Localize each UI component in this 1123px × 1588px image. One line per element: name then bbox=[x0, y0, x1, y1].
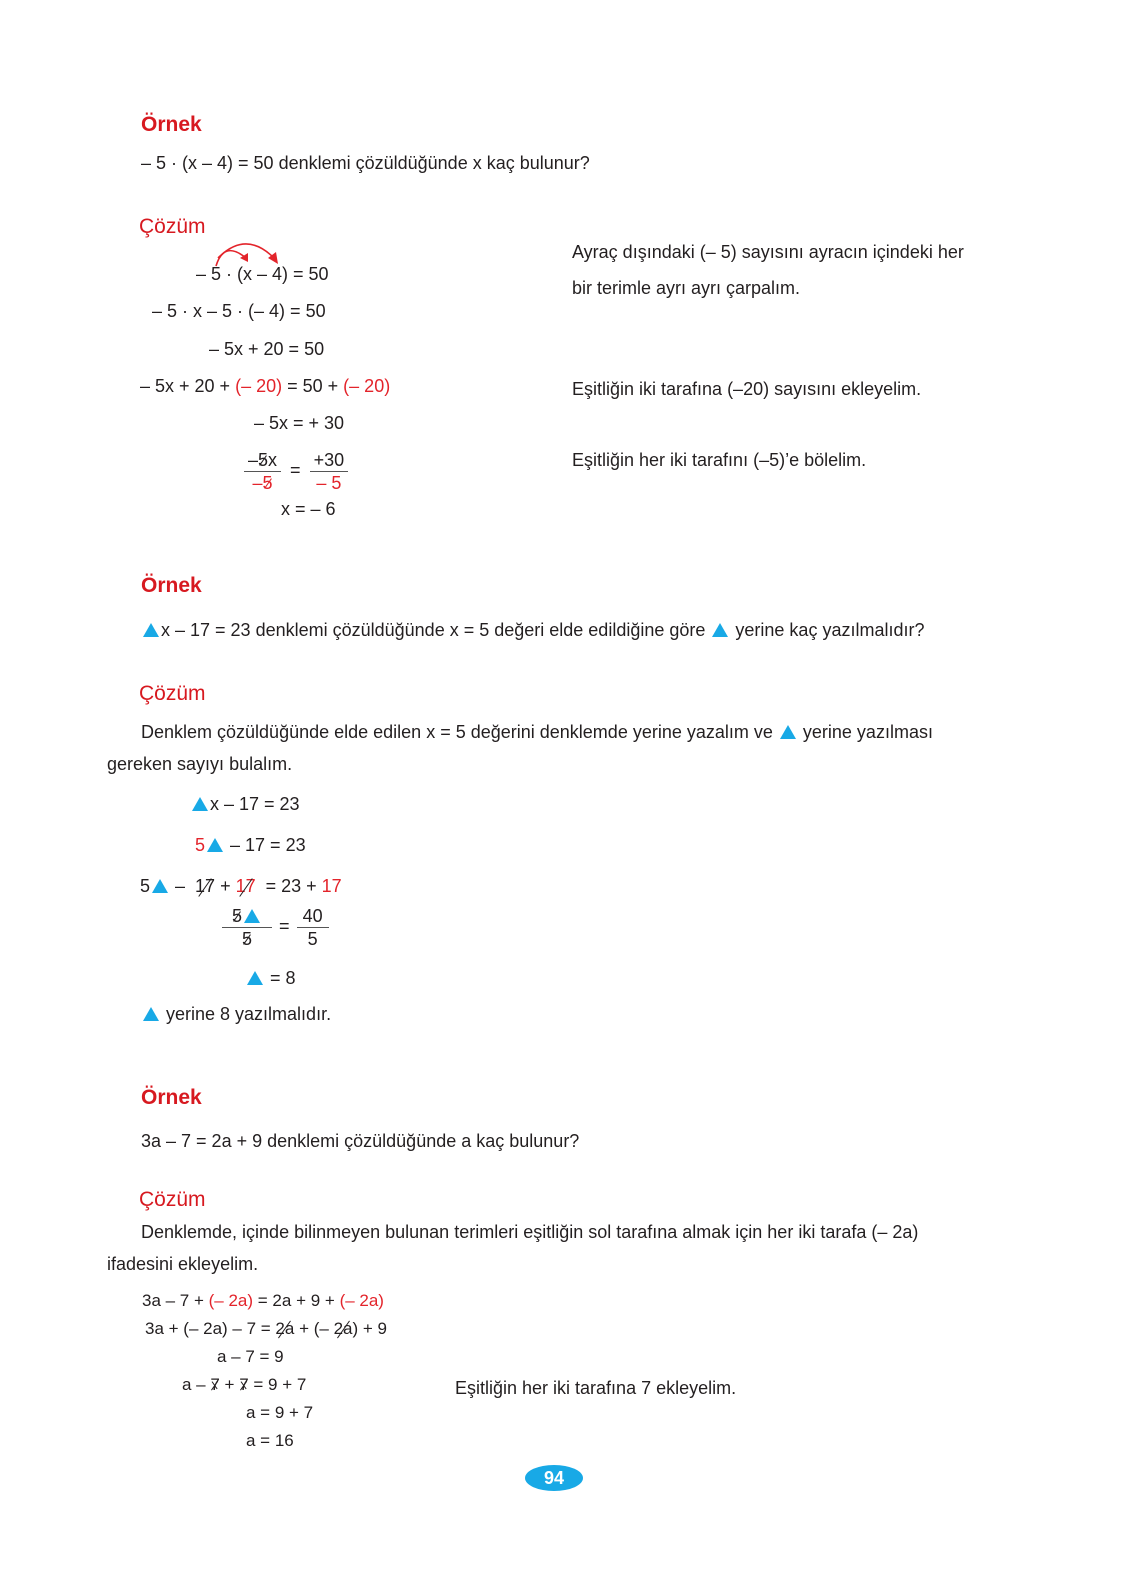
cancelled-5: 5 bbox=[232, 906, 243, 926]
added-term-right: (– 2a) bbox=[339, 1291, 384, 1310]
step-text: 3a + (– 2a) – 7 = bbox=[145, 1319, 276, 1338]
example2-heading: Örnek bbox=[141, 574, 202, 597]
step-text: x – 17 = 23 bbox=[210, 794, 300, 814]
cancelled-7: 7 bbox=[239, 1375, 249, 1394]
example1-solution-heading: Çözüm bbox=[139, 215, 206, 238]
ex1-note-3: Eşitliğin her iki tarafını (–5)’e bölelim. bbox=[572, 450, 867, 470]
example2-paragraph-line1 bbox=[141, 722, 933, 743]
plus: + bbox=[215, 876, 236, 896]
step-text: = 2a + 9 + bbox=[253, 1291, 340, 1310]
ex1-note-1-line2: bir terimle ayrı ayrı çarpalım. bbox=[572, 278, 801, 298]
cancelled-2a: 2a bbox=[275, 1319, 295, 1338]
cancelled-17: 17 bbox=[195, 876, 216, 896]
conclusion-text: yerine 8 yazılmalıdır. bbox=[161, 1004, 332, 1024]
ex1-step-4-left: – 5x + 20 + bbox=[140, 376, 236, 396]
equals: = bbox=[279, 916, 290, 937]
ex3-step-2 bbox=[145, 1319, 387, 1339]
triangle-icon bbox=[780, 725, 796, 739]
ex2-right-fraction bbox=[297, 905, 329, 950]
example1-question: – 5 · (x – 4) = 50 denklemi çözüldüğünde x kaç bulunur? bbox=[141, 153, 590, 173]
ex1-left-fraction bbox=[244, 449, 281, 494]
example2-paragraph-line2: gereken sayıyı bulalım. bbox=[107, 754, 293, 774]
question-text-end: yerine kaç yazılmalıdır? bbox=[730, 620, 925, 640]
step-text: 3a – 7 + bbox=[142, 1291, 209, 1310]
page-number-badge: 94 bbox=[525, 1465, 583, 1491]
ex1-right-fraction bbox=[310, 449, 349, 494]
denominator: 5 bbox=[307, 929, 318, 949]
ex2-conclusion bbox=[141, 1004, 331, 1025]
step-text: – 17 = 23 bbox=[225, 835, 306, 855]
triangle-icon bbox=[244, 909, 260, 923]
paragraph-text-end: yerine yazılması bbox=[797, 722, 933, 742]
triangle-icon bbox=[207, 838, 223, 852]
example3-paragraph-line2: ifadesini ekleyelim. bbox=[107, 1254, 259, 1274]
ex3-step-6: a = 16 bbox=[246, 1431, 294, 1450]
example2-solution-heading: Çözüm bbox=[139, 682, 206, 705]
ex3-step-5: a = 9 + 7 bbox=[246, 1403, 314, 1422]
cancelled-5: 5 bbox=[242, 929, 253, 949]
ex1-step-4 bbox=[140, 376, 390, 397]
triangle-icon bbox=[712, 623, 728, 637]
paragraph-text: Denklem çözüldüğünde elde edilen x = 5 değerini denklemde yerine yazalım ve bbox=[141, 722, 773, 742]
ex1-note-1-line1: Ayraç dışındaki (– 5) sayısını ayracın içindeki her bbox=[572, 242, 964, 262]
example3-heading: Örnek bbox=[141, 1086, 202, 1109]
cancelled-17-red: 17 bbox=[235, 876, 256, 896]
triangle-icon bbox=[152, 879, 168, 893]
ex1-note-2: Eşitliğin iki tarafına (–20) sayısını ekleyelim. bbox=[572, 379, 922, 399]
ex1-step-4-mid: = 50 + bbox=[282, 376, 344, 396]
example3-solution-heading: Çözüm bbox=[139, 1188, 206, 1211]
triangle-icon bbox=[247, 971, 263, 985]
ex2-step-1 bbox=[190, 794, 300, 815]
triangle-icon bbox=[143, 1007, 159, 1021]
ex1-step-5: – 5x = + 30 bbox=[254, 413, 345, 433]
step-text: = 9 + 7 bbox=[248, 1375, 307, 1394]
ex1-step-2: – 5 · x – 5 · (– 4) = 50 bbox=[152, 301, 326, 321]
ex1-step-4-added-left: (– 20) bbox=[235, 376, 283, 396]
step-text: a – bbox=[182, 1375, 211, 1394]
step-text: = 8 bbox=[265, 968, 296, 988]
ex1-step-7: x = – 6 bbox=[281, 499, 336, 519]
ex2-step-2 bbox=[195, 835, 306, 856]
ex2-step-3 bbox=[140, 876, 342, 897]
minus: – bbox=[248, 450, 259, 470]
step-text: ) + 9 bbox=[352, 1319, 387, 1338]
cancelled-5: 5 bbox=[262, 473, 273, 493]
numerator: 40 bbox=[297, 905, 329, 928]
cancelled-5: 5 bbox=[258, 450, 269, 470]
example3-question: 3a – 7 = 2a + 9 denklemi çözüldüğünde a kaç bulunur? bbox=[141, 1131, 580, 1151]
added-17: 17 bbox=[321, 876, 342, 896]
ex2-left-fraction bbox=[222, 905, 272, 950]
ex1-step-3: – 5x + 20 = 50 bbox=[209, 339, 325, 359]
denominator: – 5 bbox=[316, 473, 342, 493]
example2-question bbox=[141, 620, 924, 641]
ex1-step-6-fraction bbox=[244, 449, 348, 494]
ex3-step-1 bbox=[142, 1291, 384, 1311]
numerator: +30 bbox=[310, 449, 349, 472]
step-text: = 23 + bbox=[255, 876, 322, 896]
ex1-step-1: – 5 · (x – 4) = 50 bbox=[196, 264, 329, 284]
example1-heading: Örnek bbox=[141, 113, 202, 136]
ex3-note: Eşitliğin her iki tarafına 7 ekleyelim. bbox=[455, 1378, 737, 1398]
added-term-left: (– 2a) bbox=[208, 1291, 254, 1310]
question-text: x – 17 = 23 denklemi çözüldüğünde x = 5 değeri elde edildiğine göre bbox=[161, 620, 706, 640]
equals: = bbox=[290, 460, 301, 481]
substituted-5: 5 bbox=[195, 835, 206, 855]
ex3-step-3: a – 7 = 9 bbox=[217, 1347, 284, 1366]
triangle-icon bbox=[192, 797, 208, 811]
minus: – bbox=[170, 876, 196, 896]
minus: – bbox=[252, 473, 263, 493]
step-text: + (– bbox=[294, 1319, 334, 1338]
example3-paragraph-line1: Denklemde, içinde bilinmeyen bulunan terimleri eşitliğin sol tarafına almak için her iki tarafa (– 2a) bbox=[141, 1222, 919, 1242]
ex2-step-5 bbox=[245, 968, 296, 989]
ex3-step-4 bbox=[182, 1375, 306, 1395]
coef-5: 5 bbox=[140, 876, 151, 896]
cancelled-7: 7 bbox=[210, 1375, 220, 1394]
cancelled-2a: 2a bbox=[333, 1319, 353, 1338]
var-x: x bbox=[268, 450, 278, 470]
ex1-step-4-added-right: (– 20) bbox=[343, 376, 391, 396]
plus: + bbox=[219, 1375, 240, 1394]
ex2-step-4-fraction bbox=[222, 905, 329, 950]
triangle-icon bbox=[143, 623, 159, 637]
